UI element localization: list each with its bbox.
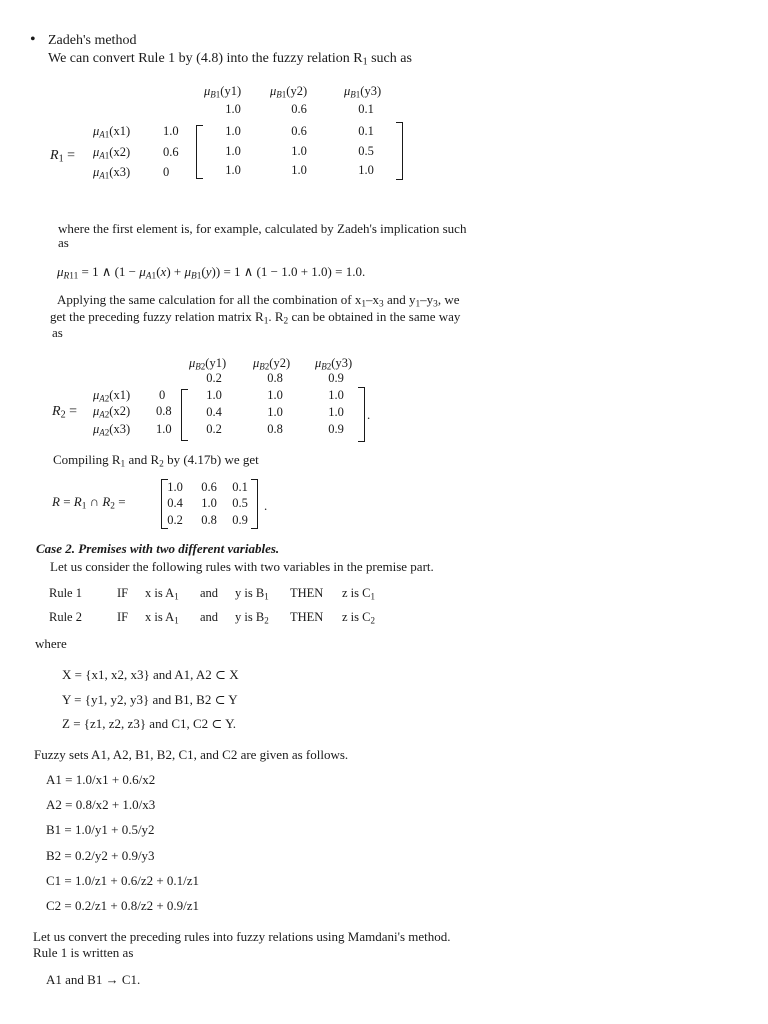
intro-line: We can convert Rule 1 by (4.8) into the fuzzy relation $R_1$ such as bbox=[48, 51, 412, 68]
r2-cell: 1.0 bbox=[267, 405, 283, 419]
compile-line: Compiling $R_1$ and $R_2$ by (4.17b) we get bbox=[53, 452, 259, 470]
r2-cell: 0.8 bbox=[267, 422, 283, 436]
fuzzy-set: B1 = 1.0/y1 + 0.5/y2 bbox=[46, 822, 155, 837]
r-result-cell: 0.1 bbox=[232, 480, 248, 494]
rule-name: Rule 1 bbox=[49, 586, 82, 600]
case2-intro: Let us consider the following rules with two variables in the premise part. bbox=[50, 559, 434, 574]
formula-1: $\mu_{R11} = 1$ ∧ $(1 - \mu_{A1}(x) + \mu_{B1}(y)) = 1$ ∧ (1 − 1.0 + 1.0) = 1.0. bbox=[57, 264, 366, 282]
r1-cell: 0.1 bbox=[358, 124, 374, 138]
r1-cell: 1.0 bbox=[291, 163, 307, 177]
rule-z: z is $C_2$ bbox=[342, 610, 375, 626]
fuzzy-set: C1 = 1.0/z1 + 0.6/z2 + 0.1/z1 bbox=[46, 873, 200, 888]
r2-top-value: 0.8 bbox=[267, 371, 283, 385]
r-result-period: . bbox=[264, 498, 268, 513]
rule-y: y is $B_1$ bbox=[235, 586, 269, 602]
r2-row-label-2: $\mu_{A2}(x2)$ bbox=[93, 404, 131, 420]
rule-x: x is $A_1$ bbox=[145, 610, 179, 626]
para-2a: Applying the same calculation for all the combination of $x_1-x_3$ and $y_1-y_3$, we bbox=[57, 292, 460, 310]
r2-cell: 0.4 bbox=[206, 405, 222, 419]
r1-cell: 0.5 bbox=[358, 144, 374, 158]
where-label: where bbox=[35, 636, 67, 651]
r1-top-value: 0.6 bbox=[291, 102, 307, 116]
r1-cell: 1.0 bbox=[225, 124, 241, 138]
r2-cell: 1.0 bbox=[328, 405, 344, 419]
rule-y: y is $B_2$ bbox=[235, 610, 269, 626]
rule-if: IF bbox=[117, 586, 129, 600]
set-def: Z = {z1, z2, z3} and C1, C2 ⊂ Y. bbox=[62, 716, 237, 731]
rule-and: and bbox=[200, 610, 219, 624]
r2-period: . bbox=[367, 407, 371, 422]
r-result-cell: 1.0 bbox=[167, 480, 183, 494]
r-result-cell: 0.8 bbox=[201, 513, 217, 527]
r1-col-header-1: $\mu_{B1}(y1)$ bbox=[204, 84, 242, 100]
set-def: X = {x1, x2, x3} and A1, A2 ⊂ X bbox=[62, 667, 239, 682]
r1-cell: 1.0 bbox=[225, 144, 241, 158]
r1-row-label-1: $\mu_{A1}(x1)$ bbox=[93, 124, 131, 140]
r2-row-label-1: $\mu_{A2}(x1)$ bbox=[93, 388, 131, 404]
fuzzy-set: A1 = 1.0/x1 + 0.6/x2 bbox=[46, 772, 156, 787]
r1-col-header-3: $\mu_{B1}(y3)$ bbox=[344, 84, 382, 100]
rule-then: THEN bbox=[290, 586, 324, 600]
r2-row-value: 1.0 bbox=[156, 422, 172, 436]
fuzzy-set: A2 = 0.8/x2 + 1.0/x3 bbox=[46, 797, 156, 812]
r1-name: $R_1$ = bbox=[50, 148, 76, 165]
r1-cell: 0.6 bbox=[291, 124, 307, 138]
rule-name: Rule 2 bbox=[49, 610, 82, 624]
fuzzy-set: C2 = 0.2/z1 + 0.8/z2 + 0.9/z1 bbox=[46, 898, 200, 913]
r2-row-value: 0.8 bbox=[156, 404, 172, 418]
r2-cell: 0.9 bbox=[328, 422, 344, 436]
r2-cell: 1.0 bbox=[206, 388, 222, 402]
right-bracket bbox=[396, 122, 403, 180]
r1-top-value: 1.0 bbox=[225, 102, 241, 116]
para-2b: get the preceding fuzzy relation matrix $R_1$. $R_2$ can be obtained in the same way bbox=[50, 309, 461, 327]
mamdani-line-2: Rule 1 is written as bbox=[33, 945, 134, 960]
case2-title: Case 2. Premises with two different variables. bbox=[36, 541, 280, 556]
r2-col-header-2: $\mu_{B2}(y2)$ bbox=[253, 356, 291, 372]
r-result-cell: 1.0 bbox=[201, 496, 217, 510]
fuzzy-given: Fuzzy sets A1, A2, B1, B2, C1, and C2 are given as follows. bbox=[34, 747, 349, 762]
r-result-cell: 0.4 bbox=[167, 496, 183, 510]
r-result-cell: 0.5 bbox=[232, 496, 248, 510]
fuzzy-set: B2 = 0.2/y2 + 0.9/y3 bbox=[46, 848, 155, 863]
r1-row-value: 1.0 bbox=[163, 124, 179, 138]
para-2c: as bbox=[52, 325, 63, 340]
r2-col-header-3: $\mu_{B2}(y3)$ bbox=[315, 356, 353, 372]
right-bracket bbox=[358, 387, 365, 442]
set-def: Y = {y1, y2, y3} and B1, B2 ⊂ Y bbox=[62, 692, 238, 707]
r1-cell: 1.0 bbox=[358, 163, 374, 177]
r2-cell: 1.0 bbox=[328, 388, 344, 402]
rule-and: and bbox=[200, 586, 219, 600]
r2-col-header-1: $\mu_{B2}(y1)$ bbox=[189, 356, 227, 372]
r-result-lhs: $R = R_1$ ∩ $R_2$ = bbox=[52, 494, 126, 512]
rule-x: x is $A_1$ bbox=[145, 586, 179, 602]
r1-row-label-2: $\mu_{A1}(x2)$ bbox=[93, 145, 131, 161]
rule-then: THEN bbox=[290, 610, 324, 624]
rule-if: IF bbox=[117, 610, 129, 624]
r1-top-value: 0.1 bbox=[358, 102, 374, 116]
r-result-cell: 0.6 bbox=[201, 480, 217, 494]
r1-row-value: 0.6 bbox=[163, 145, 179, 159]
final-line: A1 and B1 → C1. bbox=[46, 972, 141, 987]
r-result-cell: 0.2 bbox=[167, 513, 183, 527]
left-bracket bbox=[181, 389, 188, 441]
r1-cell: 1.0 bbox=[225, 163, 241, 177]
r2-name: $R_2$ = bbox=[52, 404, 78, 421]
bullet-icon: • bbox=[30, 31, 36, 48]
r2-top-value: 0.2 bbox=[206, 371, 222, 385]
r1-row-label-3: $\mu_{A1}(x3)$ bbox=[93, 165, 131, 181]
left-bracket bbox=[196, 125, 203, 179]
r2-cell: 0.2 bbox=[206, 422, 222, 436]
explain-line-1: where the first element is, for example, calculated by Zadeh's implication such bbox=[58, 221, 467, 236]
rule-z: z is $C_1$ bbox=[342, 586, 375, 602]
explain-line-1b: as bbox=[58, 235, 69, 250]
r2-row-value: 0 bbox=[159, 388, 166, 402]
r-result-cell: 0.9 bbox=[232, 513, 248, 527]
r1-row-value: 0 bbox=[163, 165, 170, 179]
r1-col-header-2: $\mu_{B1}(y2)$ bbox=[270, 84, 308, 100]
r2-top-value: 0.9 bbox=[328, 371, 344, 385]
section-title: Zadeh's method bbox=[48, 33, 137, 48]
r1-cell: 1.0 bbox=[291, 144, 307, 158]
mamdani-line-1: Let us convert the preceding rules into fuzzy relations using Mamdani's method. bbox=[33, 929, 451, 944]
r2-cell: 1.0 bbox=[267, 388, 283, 402]
r2-row-label-3: $\mu_{A2}(x3)$ bbox=[93, 422, 131, 438]
